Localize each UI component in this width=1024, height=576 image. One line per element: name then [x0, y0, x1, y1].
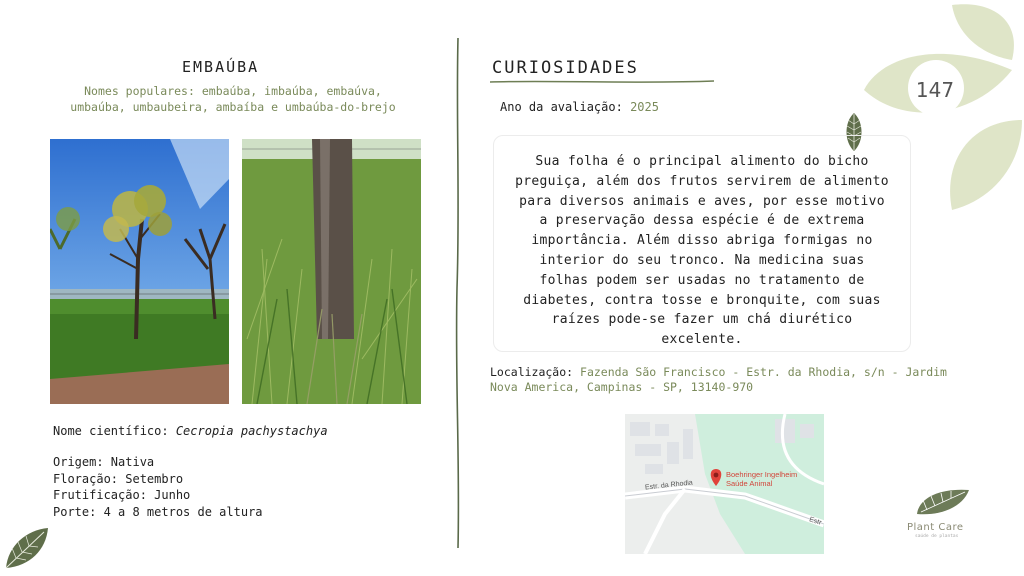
decorative-leaves-icon — [862, 0, 1024, 230]
curiosities-text: Sua folha é o principal alimento do bicho preguiça, além dos frutos servirem de alimento para diversos animais e aves, por esse motivo a preservação dessa espécie é de extrema importância. Além disso abriga formigas no interior do seu tronco. Na medicina suas folhas podem ser usadas no tratamento de diabetes, contra tosse e bronquite, com suas raízes pode-se fazer um chá diurético excelente. — [515, 154, 889, 348]
evaluation-year — [500, 100, 659, 114]
size-text: Porte: 4 a 8 metros de altura — [53, 504, 263, 519]
curiosities-box — [493, 135, 911, 352]
brand-name: Plant Care — [907, 522, 964, 533]
popular-names — [40, 83, 426, 115]
map-marker-line1: Boehringer Ingelheim — [726, 470, 798, 479]
location-value: Fazenda São Francisco - Estr. da Rhodia, s/n - Jardim Nova America, Campinas - SP, 13140-970 — [490, 365, 947, 394]
leaf-icon — [2, 526, 52, 572]
brand-tagline: saúde de plantas — [915, 534, 959, 539]
tree-photo — [50, 139, 229, 404]
map-marker-line2: Saúde Animal — [726, 479, 773, 488]
year-label: Ano da avaliação: — [500, 100, 623, 114]
popular-names-line1: embaúba, imbaúba, embaúva, — [201, 84, 382, 98]
scientific-name-value: Cecropia pachystachya — [175, 424, 328, 438]
page-number: 147 — [915, 78, 955, 102]
popular-names-line2: umbaúba, umbaubeira, ambaíba e umbaúba-do-brejo — [70, 100, 396, 114]
fruiting-text: Frutificação: Junho — [53, 488, 191, 502]
location-map[interactable] — [625, 414, 824, 554]
origin-text: Origem: Nativa — [53, 455, 155, 469]
popular-names-label: Nomes populares: — [84, 84, 195, 98]
location-label: Localização: — [490, 365, 574, 379]
map-marker-label — [726, 470, 797, 488]
map-road-label-2: Estr — [808, 516, 823, 527]
species-info — [53, 454, 263, 520]
brand-leaf-icon — [913, 486, 973, 518]
scientific-name-label: Nome científico: — [53, 424, 169, 438]
species-title: EMBAÚBA — [182, 58, 260, 76]
column-divider — [455, 38, 461, 548]
scientific-name — [53, 424, 328, 438]
flowering-text: Floração: Setembro — [53, 471, 184, 486]
map-road-label: Estr. da Rhodia — [644, 479, 694, 492]
curiosities-title: CURIOSIDADES — [492, 58, 639, 78]
trunk-photo — [242, 139, 421, 404]
year-value: 2025 — [630, 100, 659, 114]
location — [490, 365, 980, 395]
title-underline — [490, 78, 715, 86]
